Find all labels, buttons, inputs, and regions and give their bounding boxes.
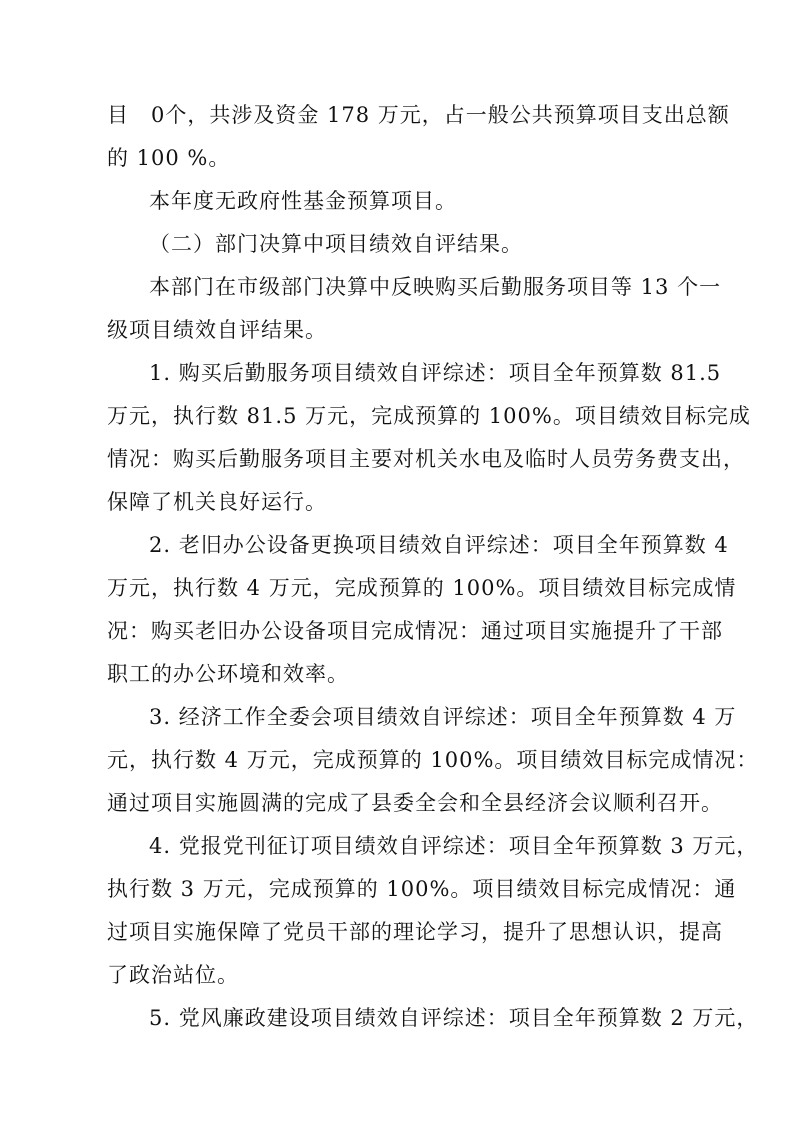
item-4-line: 了政治站位。 [107,963,239,987]
item-3-line: 3. 经济工作全委会项目绩效自评综述：项目全年预算数 4 万 [149,705,737,729]
item-4-line: 执行数 3 万元，完成预算的 100%。项目绩效目标完成情况：通 [107,877,737,901]
item-3-line: 元，执行数 4 万元，完成预算的 100%。项目绩效目标完成情况： [107,748,759,772]
item-1-line: 情况：购买后勤服务项目主要对机关水电及临时人员劳务费支出， [107,447,745,471]
item-1-line: 保障了机关良好运行。 [107,490,327,514]
item-5-line: 5. 党风廉政建设项目绩效自评综述：项目全年预算数 2 万元， [149,1006,759,1030]
item-2-line: 况：购买老旧办公设备项目完成情况：通过项目实施提升了干部 [107,619,723,643]
item-4-line: 4. 党报党刊征订项目绩效自评综述：项目全年预算数 3 万元， [149,834,759,858]
text-line: 级项目绩效自评结果。 [107,318,327,342]
paragraph-line: 本部门在市级部门决算中反映购买后勤服务项目等 13 个一 [149,275,722,299]
text-line: 的 100 %。 [107,146,231,170]
item-1-line: 万元，执行数 81.5 万元，完成预算的 100%。项目绩效目标完成 [107,404,751,428]
section-heading: （二）部门决算中项目绩效自评结果。 [149,232,523,256]
item-2-line: 职工的办公环境和效率。 [107,662,349,686]
item-3-line: 通过项目实施圆满的完成了县委全会和全县经济会议顺利召开。 [107,791,723,815]
item-2-line: 2. 老旧办公设备更换项目绩效自评综述：项目全年预算数 4 [149,533,729,557]
paragraph-line: 本年度无政府性基金预算项目。 [149,189,457,213]
text-line: 目 0个，共涉及资金 178 万元，占一般公共预算项目支出总额 [107,103,730,127]
item-1-line: 1. 购买后勤服务项目绩效自评综述：项目全年预算数 81.5 [149,361,722,385]
item-4-line: 过项目实施保障了党员干部的理论学习，提升了思想认识，提高 [107,920,723,944]
item-2-line: 万元，执行数 4 万元，完成预算的 100%。项目绩效目标完成情 [107,576,737,600]
